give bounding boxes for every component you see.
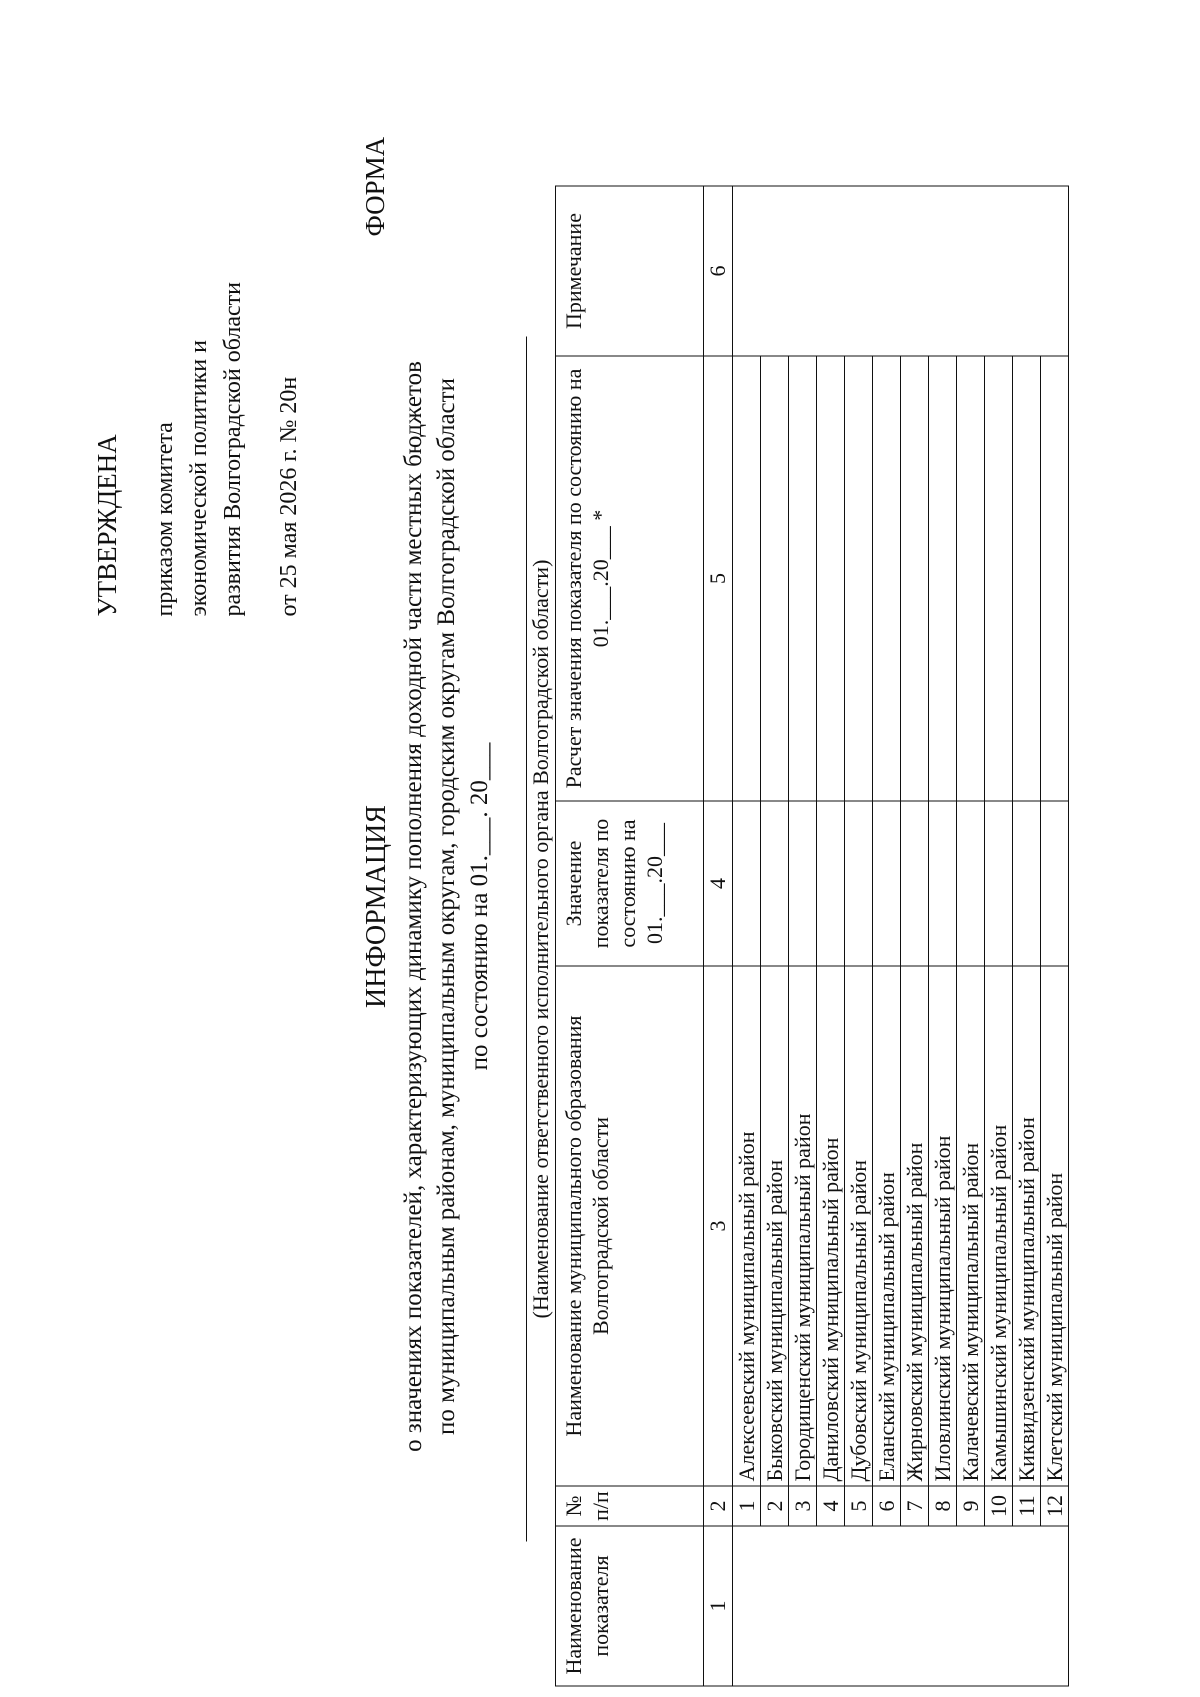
header-row-number: № п/п [556, 1486, 704, 1526]
municipality-cell: Иловлинский муниципальный район [929, 966, 957, 1486]
calculation-cell [733, 356, 761, 801]
value-cell [845, 801, 873, 966]
value-cell [789, 801, 817, 966]
table-row [1041, 186, 1069, 1686]
calculation-cell [873, 356, 901, 801]
municipality-cell: Калачевский муниципальный район [957, 966, 985, 1486]
value-cell [901, 801, 929, 966]
calculation-cell [985, 356, 1013, 801]
value-cell [957, 801, 985, 966]
approval-line-3: развития Волгоградской области [220, 282, 246, 617]
table-row [985, 186, 1013, 1686]
municipality-cell: Киквидзенский муниципальный район [1013, 966, 1041, 1486]
calculation-cell [1041, 356, 1069, 801]
row-number-cell: 1 [733, 1486, 761, 1526]
approval-line-2: экономической политики и [186, 340, 212, 617]
value-cell [761, 801, 789, 966]
table-row [957, 186, 985, 1686]
row-number-cell: 2 [761, 1486, 789, 1526]
municipality-cell: Алексеевский муниципальный район [733, 966, 761, 1486]
header-value: Значение показателя по состоянию на 01.___.20___ [556, 801, 704, 966]
municipality-cell: Дубовский муниципальный район [845, 966, 873, 1486]
value-cell [1041, 801, 1069, 966]
table-row [733, 186, 761, 1686]
title-line-1: о значениях показателей, характеризующих динамику пополнения доходной части местных бюджетов [400, 361, 427, 1452]
municipality-cell: Клетский муниципальный район [1041, 966, 1069, 1486]
municipality-cell: Камышинский муниципальный район [985, 966, 1013, 1486]
row-number-cell: 8 [929, 1486, 957, 1526]
row-number-cell: 4 [817, 1486, 845, 1526]
calculation-cell [957, 356, 985, 801]
header-indicator-name: Наименование показателя [556, 1526, 704, 1686]
document-title [360, 347, 496, 1467]
form-label: ФОРМА [360, 136, 390, 237]
table-row [929, 186, 957, 1686]
approval-heading: УТВЕРЖДЕНА [92, 434, 122, 617]
approval-date: от 25 мая 2026 г. № 20н [276, 376, 302, 617]
title-line-3: по состоянию на 01.___. 20___ [466, 742, 493, 1071]
row-number-cell: 7 [901, 1486, 929, 1526]
calculation-cell [817, 356, 845, 801]
table-row [1013, 186, 1041, 1686]
value-cell [985, 801, 1013, 966]
header-municipality: Наименование муниципального образования Волгоградской области [556, 966, 704, 1486]
row-number-cell: 12 [1041, 1486, 1069, 1526]
header-note: Примечание [556, 186, 704, 356]
value-cell [1013, 801, 1041, 966]
municipality-cell: Быковский муниципальный район [761, 966, 789, 1486]
value-cell [817, 801, 845, 966]
table-body [704, 186, 1069, 1686]
column-number: 2 [704, 1486, 733, 1526]
column-number: 3 [704, 966, 733, 1486]
column-number: 1 [704, 1526, 733, 1686]
row-number-cell: 11 [1013, 1486, 1041, 1526]
header-calculation: Расчет значения показателя по состоянию на 01.___.20___ * [556, 356, 704, 801]
value-cell [929, 801, 957, 966]
row-number-cell: 10 [985, 1486, 1013, 1526]
value-cell [873, 801, 901, 966]
org-name-underline [526, 337, 527, 1542]
row-number-cell: 5 [845, 1486, 873, 1526]
note-cell [733, 186, 1069, 356]
column-number: 5 [704, 356, 733, 801]
table-row [817, 186, 845, 1686]
column-number: 4 [704, 801, 733, 966]
org-caption: (Наименование ответственного исполнительного органа Волгоградской области) [528, 559, 553, 1319]
calculation-cell [761, 356, 789, 801]
table-row [873, 186, 901, 1686]
column-number: 6 [704, 186, 733, 356]
indicator-name-cell [733, 1526, 1069, 1686]
calculation-cell [901, 356, 929, 801]
calculation-cell [845, 356, 873, 801]
municipality-cell: Жирновский муниципальный район [901, 966, 929, 1486]
calculation-cell [1013, 356, 1041, 801]
table-row [789, 186, 817, 1686]
municipality-cell: Городищенский муниципальный район [789, 966, 817, 1486]
calculation-cell [789, 356, 817, 801]
approval-block [90, 57, 306, 617]
table-row [761, 186, 789, 1686]
row-number-cell: 9 [957, 1486, 985, 1526]
calculation-cell [929, 356, 957, 801]
indicators-table [555, 186, 1069, 1687]
municipality-cell: Даниловский муниципальный район [817, 966, 845, 1486]
column-number-row [704, 186, 733, 1686]
approval-line-1: приказом комитета [152, 422, 178, 617]
title-main: ИНФОРМАЦИЯ [361, 805, 392, 1008]
row-number-cell: 3 [789, 1486, 817, 1526]
title-line-2: по муниципальным районам, муниципальным округам, городским округам Волгоградской области [433, 378, 460, 1435]
table-row [901, 186, 929, 1686]
municipality-cell: Еланский муниципальный район [873, 966, 901, 1486]
value-cell [733, 801, 761, 966]
table-row [845, 186, 873, 1686]
row-number-cell: 6 [873, 1486, 901, 1526]
